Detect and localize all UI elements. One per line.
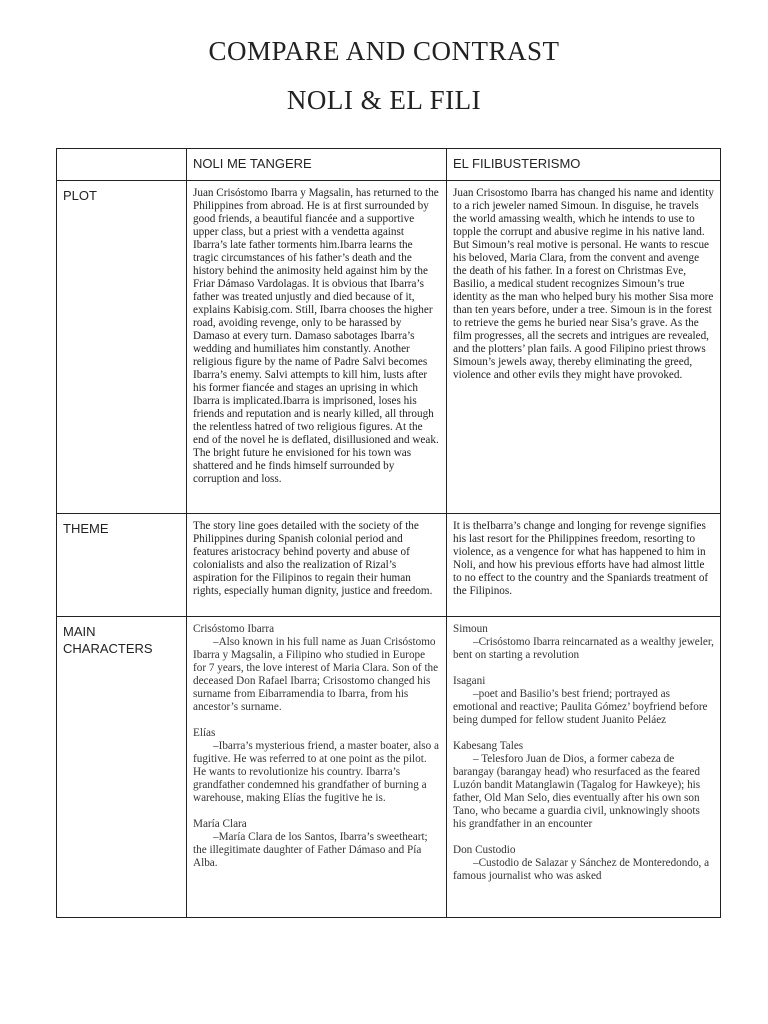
character-desc: –Also known in his full name as Juan Crisóstomo Ibarra y Magsalin, a Filipino who studied in Europe for 7 years, the love interest of Maria Clara. Son of the deceased Don Rafael Ibarra; Crisostomo changed his surname from Eibarramendia to Ibarra, from his ancestor’s surname. xyxy=(193,636,439,713)
character-entry xyxy=(193,623,440,714)
character-name: Don Custodio xyxy=(453,844,516,856)
row-label-theme: THEME xyxy=(57,514,187,617)
character-entry xyxy=(193,818,440,870)
row-label-characters: MAIN CHARACTERS xyxy=(57,617,187,918)
row-label-plot: PLOT xyxy=(57,181,187,514)
plot-fili-text: Juan Crisostomo Ibarra has changed his name and identity to a rich jeweler named Simoun. In disguise, he travels the world amassing wealth, which he intends to use to topple the corrupt and abusive regime in his native land. But Simoun’s real motive is personal. He wants to rescue his beloved, Maria Clara, from the convent and avenge the death of his father. In a forest on Christmas Eve, Basilio, a medical student recognizes Simoun’s true identity as the man who helped bury his mother Sisa more than ten years before, under a tree. Simoun is in the forest to retrieve the gems he buried near Sisa’s grave. As the film progresses, all the secrets and intrigues are revealed, and the plotters’ plan fails. A good Filipino priest throws Simoun’s jewels away, thereby eliminating the greed, violence and other evils they might have provoked. xyxy=(447,181,721,514)
comparison-table xyxy=(56,148,721,918)
character-desc: –Custodio de Salazar y Sánchez de Monteredondo, a famous journalist who was asked xyxy=(453,857,710,882)
character-name: Simoun xyxy=(453,623,488,635)
characters-fili-cell xyxy=(447,617,721,918)
character-desc: – Telesforo Juan de Dios, a former cabeza de barangay (barangay head) who resurfaced as the feared Luzón bandit Matanglawin (Tagalog for Hawkeye); his father, Old Man Selo, dies eventually after his own son Tano, who became a guardia civil, unknowingly shoots his grandfather in an encounter xyxy=(453,753,701,830)
character-desc: –Ibarra’s mysterious friend, a master boater, also a fugitive. He was referred to at one point as the pilot. He wants to revolutionize his country. Ibarra’s grandfather condemned his grandfather of burning a warehouse, making Elías the fugitive he is. xyxy=(193,740,440,804)
character-entry xyxy=(453,844,714,883)
table-row-characters xyxy=(57,617,721,918)
table-row-theme xyxy=(57,514,721,617)
character-entry xyxy=(453,740,714,831)
table-row-plot xyxy=(57,181,721,514)
character-desc: –poet and Basilio’s best friend; portrayed as emotional and reactive; Paulita Gómez’ boyfriend before being dumped for fellow student Juanito Peláez xyxy=(453,688,708,726)
character-desc: –María Clara de los Santos, Ibarra’s sweetheart; the illegitimate daughter of Father Dámaso and Pía Alba. xyxy=(193,831,428,869)
character-name: Isagani xyxy=(453,675,486,687)
theme-noli-text: The story line goes detailed with the society of the Philippines during Spanish colonial period and features aristocracy behind poverty and abuse of colonialists and also the realization of Rizal’s aspiration for the Filipinos to regain their human rights, especially human dignity, justice and freedom. xyxy=(187,514,447,617)
page-subtitle: NOLI & EL FILI xyxy=(286,85,482,115)
plot-noli-text: Juan Crisóstomo Ibarra y Magsalin, has returned to the Philippines from abroad. He is at first surrounded by good friends, a beautiful fiancée and a supportive upper class, but a priest with a vendetta against Ibarra’s late father torments him.Ibarra learns the tragic circumstances of his father’s death and the history behind the animosity held against him by the Friar Dámaso Vardolagas. It is obvious that Ibarra’s father was treated unjustly and died because of it, explains Kabisig.com. Still, Ibarra chooses the higher road, avoiding revenge, only to be harassed by Damaso at every turn. Damaso sabotages Ibarra’s wedding and humiliates him constantly. Another religious figure by the name of Padre Salvi becomes Ibarra’s enemy. Salvi attempts to kill him, lusts after his former fiancée and stages an uprising in which Ibarra is implicated.Ibarra is imprisoned, loses his friends and reputation and is nearly killed, all through the relentless hatred of two religious figures. At the end of the novel he is deflated, disillusioned and weak. The bright future he envisioned for his town was shattered and he finds himself surrounded by corruption and loss. xyxy=(187,181,447,514)
theme-fili-text: It is theIbarra’s change and longing for revenge signifies his last resort for the Philippines freedom, resorting to violence, as a vengence for what has happened to him in Noli, and how his previous efforts have had almost little to no effect to the country and the Spaniards treatment of the Filipinos. xyxy=(447,514,721,617)
character-name: María Clara xyxy=(193,818,247,830)
character-name: Elías xyxy=(193,727,216,739)
character-entry xyxy=(453,623,714,662)
character-name: Crisóstomo Ibarra xyxy=(193,623,275,635)
header-cell-empty xyxy=(57,149,187,181)
character-entry xyxy=(453,675,714,727)
page-title: COMPARE AND CONTRAST xyxy=(208,36,560,66)
character-entry xyxy=(193,727,440,805)
character-desc: –Crisóstomo Ibarra reincarnated as a wealthy jeweler, bent on starting a revolution xyxy=(453,636,714,661)
header-fili: EL FILIBUSTERISMO xyxy=(447,149,721,181)
table-header-row xyxy=(57,149,721,181)
header-noli: NOLI ME TANGERE xyxy=(187,149,447,181)
characters-noli-cell xyxy=(187,617,447,918)
character-name: Kabesang Tales xyxy=(453,740,524,752)
